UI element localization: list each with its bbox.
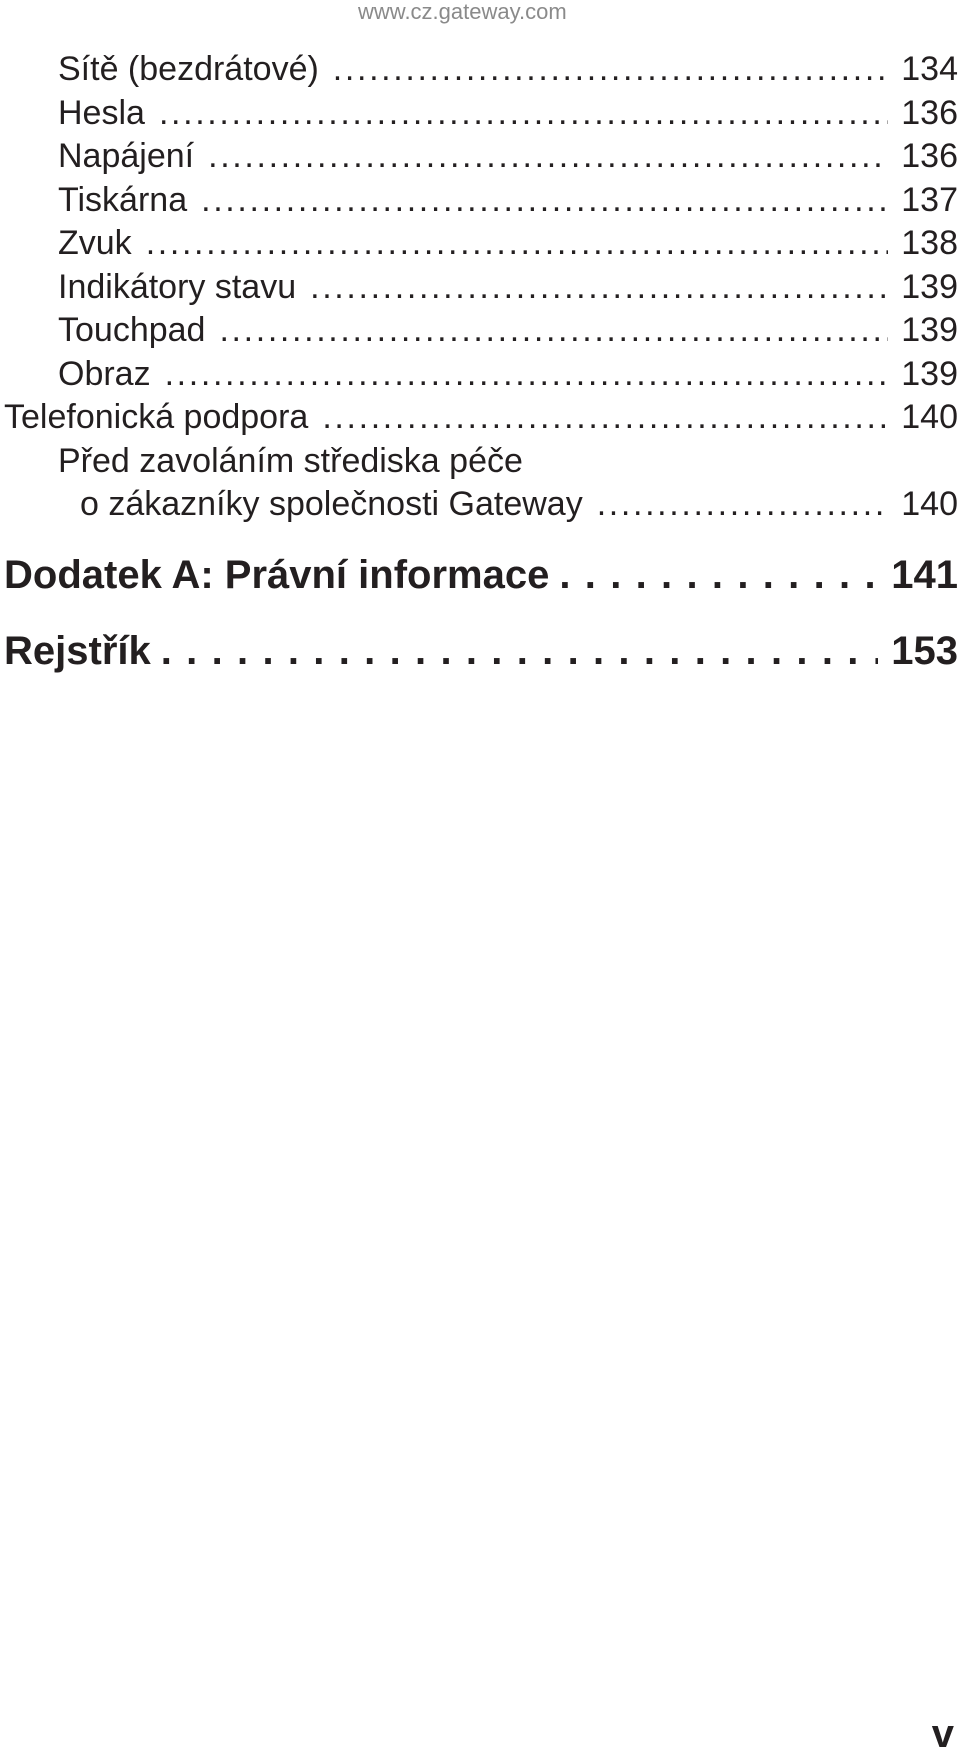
site-url[interactable]: www.cz.gateway.com xyxy=(358,0,567,24)
toc-entry-napajeni[interactable] xyxy=(0,135,960,179)
toc-entry-touchpad[interactable] xyxy=(0,309,960,353)
toc-entry-label: Zvuk xyxy=(58,224,132,262)
toc-entry-page: 136 xyxy=(901,137,958,175)
toc-entry-label: Napájení xyxy=(58,137,195,175)
toc-dot-leader xyxy=(159,92,888,136)
toc-dot-leader xyxy=(201,179,888,223)
toc-dot-leader xyxy=(597,483,888,527)
toc-entry-label: Touchpad xyxy=(58,311,206,349)
toc-dot-leader xyxy=(310,266,888,310)
toc-entry-page: 139 xyxy=(901,311,958,349)
toc-chapter-label: Rejstřík xyxy=(4,628,151,673)
toc-dot-leader xyxy=(208,135,888,179)
toc-entry-label: Před zavoláním střediska péče xyxy=(58,441,523,480)
toc-entry-page: 140 xyxy=(901,398,958,436)
toc-dot-leader xyxy=(165,353,888,397)
toc-entry-page: 134 xyxy=(901,50,958,88)
toc-entry-obraz[interactable] xyxy=(0,353,960,397)
toc-chapter-rejstrik[interactable] xyxy=(0,613,960,689)
toc-dot-leader xyxy=(161,613,878,689)
toc-entry-label: Indikátory stavu xyxy=(58,267,297,306)
toc-chapter-label: Dodatek A: Právní informace xyxy=(4,552,550,597)
toc-entry-pred-zavolanim-line1[interactable] xyxy=(0,440,960,484)
toc-dot-leader xyxy=(219,309,888,353)
toc-entry-page: 137 xyxy=(901,180,958,219)
toc-entry-label: Obraz xyxy=(58,354,151,393)
toc-entry-tiskarna[interactable] xyxy=(0,179,960,223)
toc-entry-page: 140 xyxy=(901,485,958,523)
toc-entry-pred-zavolanim-line2[interactable] xyxy=(0,483,960,527)
toc-chapter-dodatek-a[interactable] xyxy=(0,537,960,613)
toc-entry-hesla[interactable] xyxy=(0,92,960,136)
toc-entry-indikatory-stavu[interactable] xyxy=(0,266,960,310)
toc-dot-leader xyxy=(146,222,888,266)
toc-entry-site-bezdratove[interactable] xyxy=(0,48,960,92)
toc-entry-label: Tiskárna xyxy=(58,180,188,219)
toc-chapter-page: 153 xyxy=(891,628,958,673)
toc-dot-leader xyxy=(333,48,888,92)
toc-entry-page: 138 xyxy=(901,224,958,262)
toc-entry-page: 139 xyxy=(901,267,958,306)
page-number: v xyxy=(931,1712,954,1756)
toc-dot-leader xyxy=(322,396,888,440)
toc-entry-label: o zákazníky společnosti Gateway xyxy=(80,485,583,523)
table-of-contents xyxy=(0,48,960,689)
toc-entry-page: 136 xyxy=(901,93,958,132)
toc-entry-label: Sítě (bezdrátové) xyxy=(58,50,319,88)
toc-chapter-page: 141 xyxy=(891,552,958,597)
toc-entry-label: Hesla xyxy=(58,93,145,132)
toc-entry-page: 139 xyxy=(901,354,958,393)
toc-entry-zvuk[interactable] xyxy=(0,222,960,266)
toc-dot-leader xyxy=(559,537,878,613)
toc-entry-label: Telefonická podpora xyxy=(4,398,309,436)
toc-entry-telefonicka-podpora[interactable] xyxy=(0,396,960,440)
